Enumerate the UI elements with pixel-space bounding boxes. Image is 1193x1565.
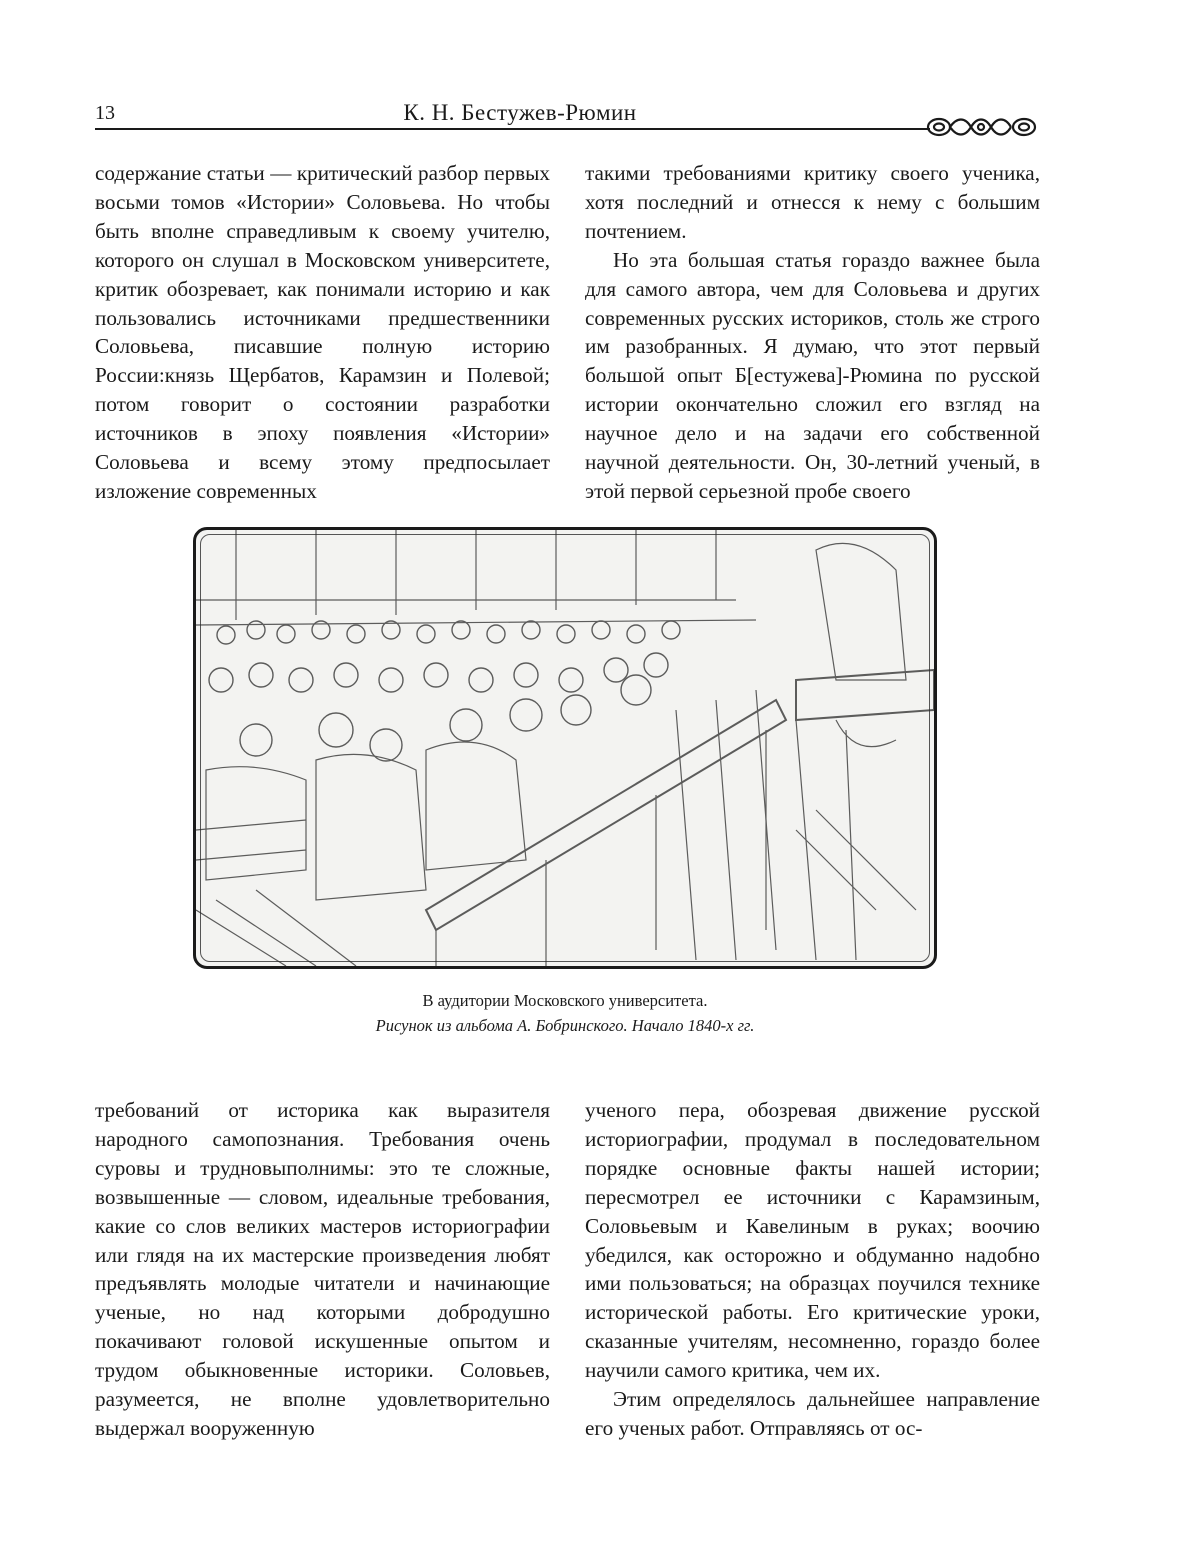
page-number: 13 bbox=[95, 102, 115, 124]
figure-caption bbox=[193, 988, 937, 1038]
paragraph: содержание статьи — критический разбор первых восьми томов «Истории» Соловьева. Но чтобы быть вполне справедливым к своему учителю, которого он слушал в Московском университете, критик обозревает, как понимали историю и как пользовались источниками предшественники Соловьева, писавшие полную историю России:князь Щербатов, Карамзин и Полевой; потом говорит о состоянии разработки источников в эпоху появления «Истории» Соловьева и всему этому предпосылает изложение современных bbox=[95, 161, 550, 503]
top-left-column bbox=[95, 159, 550, 506]
caption-source: Рисунок из альбома А. Бобринского. Начало 1840-х гг. bbox=[375, 1016, 755, 1035]
paragraph: ученого пера, обозревая движение русской историографии, продумал в последовательном порядке основные факты нашей истории; пересмотрел ее источники с Карамзиным, Соловьевым и Кавелиным в руках; воочию убедился, как осторожно и обдуманно надобно ими пользоваться; на образцах поучился технике исторической работы. Его критические уроки, сказанные учителям, несомненно, гораздо более научили самого критика, чем их. bbox=[585, 1098, 1040, 1383]
bottom-left-column bbox=[95, 1096, 550, 1443]
top-right-column bbox=[585, 159, 1040, 506]
page-header bbox=[95, 96, 1040, 136]
paragraph: Этим определялось дальнейшее направление его ученых работ. Отправляясь от ос- bbox=[585, 1387, 1040, 1440]
sketch-illustration bbox=[196, 530, 934, 966]
ornament-icon bbox=[925, 112, 1040, 142]
lecture-hall-drawing bbox=[193, 527, 937, 969]
paragraph: требований от историка как выразителя народного самопознания. Требования очень суровы и трудновыполнимы: это те сложные, возвышенные — словом, идеальные требования, какие со слов великих мастеров историографии или глядя на их мастерские произведения любят предъявлять молодые читатели и начинающие ученые, но над которыми добродушно покачивают головой искушенные опытом и трудом обыкновенные историки. Соловьев, разумеется, не вполне удовлетворительно выдержал вооруженную bbox=[95, 1098, 550, 1440]
caption-title: В аудитории Московского университета. bbox=[422, 991, 708, 1010]
running-title: К. Н. Бестужев-Рюмин bbox=[403, 100, 637, 125]
bottom-right-column bbox=[585, 1096, 1040, 1443]
paragraph: Но эта большая статья гораздо важнее была для самого автора, чем для Соловьева и других современных русских историков, столь же строго им разобранных. Я думаю, что этот первый большой опыт Б[естужева]-Рюмина по русской истории окончательно сложил его взгляд на научное дело и на задачи его собственной научной деятельности. Он, 30-летний ученый, в этой первой серьезной пробе своего bbox=[585, 247, 1040, 503]
header-rule bbox=[95, 128, 930, 130]
paragraph: такими требованиями критику своего ученика, хотя последний и отнесся к нему с большим почтением. bbox=[585, 161, 1040, 243]
